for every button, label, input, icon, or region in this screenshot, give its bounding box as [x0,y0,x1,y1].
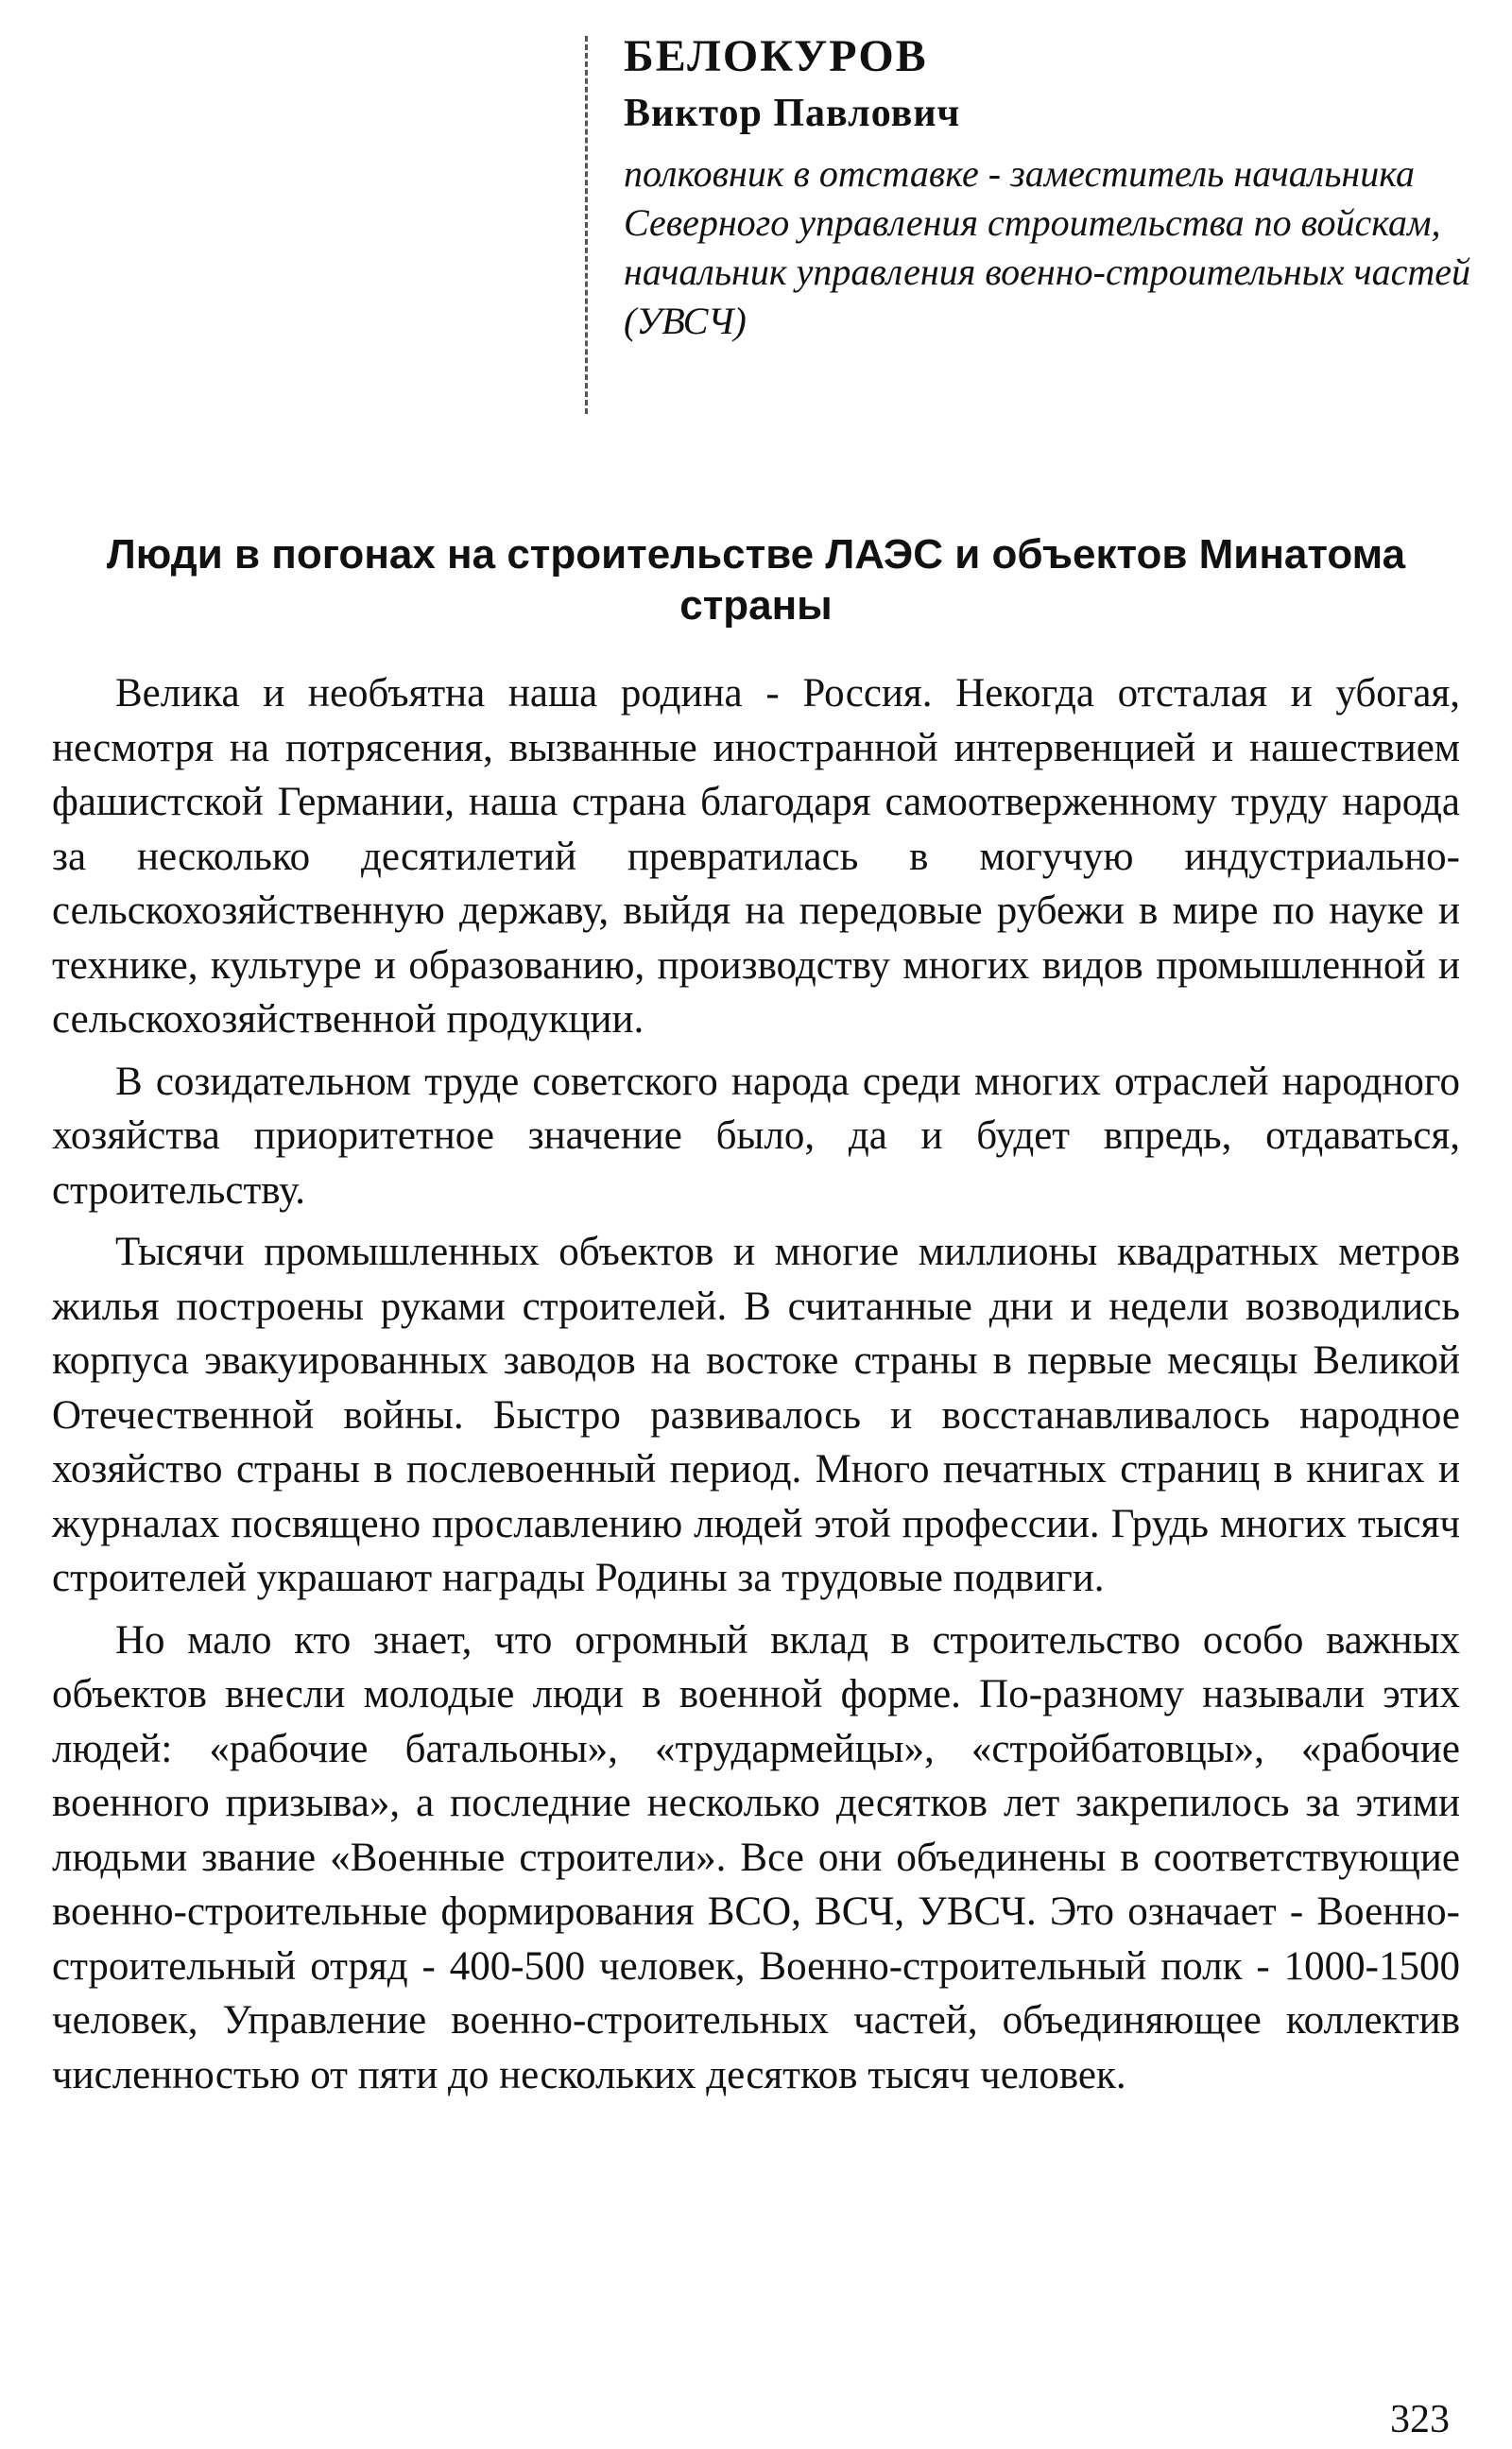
margin-rule [585,36,588,414]
author-surname: БЕЛОКУРОВ [624,31,928,81]
paragraph: Но мало кто знает, что огромный вклад в строительство особо важных объектов внесли молодые люди в военной форме. По-разному называли этих людей: «рабочие батальоны», «трудармейцы», «стройбатовцы», «рабочие военного призыва», а последние несколько десятков лет закрепилось за этими людьми звание «Военные строители». Все они объединены в соответствующие военно-строительные формирования ВСО, ВСЧ, УВСЧ. Это означает - Военно-строительный отряд - 400-500 человек, Военно-строительный полк - 1000-1500 человек, Управление военно-строительных частей, объединяющее коллектив численностью от пяти до нескольких десятков тысяч человек. [52,1617,1460,2097]
paragraph: Велика и необъятна наша родина - Россия. Некогда отсталая и убогая, несмотря на потрясения, вызванные иностранной интервенцией и нашествием фашистской Германии, наша страна благодаря самоотверженному труду народа за несколько десятилетий превратилась в могучую индустриально-сельскохозяйственную державу, выйдя на передовые рубежи в мире по науке и технике, культуре и образованию, производству многих видов промышленной и сельскохозяйственной продукции. [52,671,1460,1042]
author-position: полковник в отставке - заместитель начальника Северного управления строительства по войскам, начальник управления военно-строительных частей (УВСЧ) [624,152,1471,342]
paragraph: Тысячи промышленных объектов и многие миллионы квадратных метров жилья построены руками строителей. В считанные дни и недели возводились корпуса эвакуированных заводов на востоке страны в первые месяцы Великой Отечественной войны. Быстро развивалось и восстанавливалось народное хозяйство страны в послевоенный период. Много печатных страниц в книгах и журналах посвящено прославлению людей этой профессии. Грудь многих тысяч строителей украшают награды Родины за трудовые подвиги. [52,1230,1460,1600]
author-name: Виктор Павлович [624,92,961,135]
article-title: Люди в погонах на строительстве ЛАЭС и объектов Минатома страны [106,531,1406,629]
article-body [52,666,1460,2110]
paragraph: В созидательном труде советского народа среди многих отраслей народного хозяйства приоритетное значение было, да и будет впредь, отдаваться, строительству. [52,1059,1460,1213]
page-number: 323 [1390,2398,1450,2441]
author-block [572,28,1512,346]
